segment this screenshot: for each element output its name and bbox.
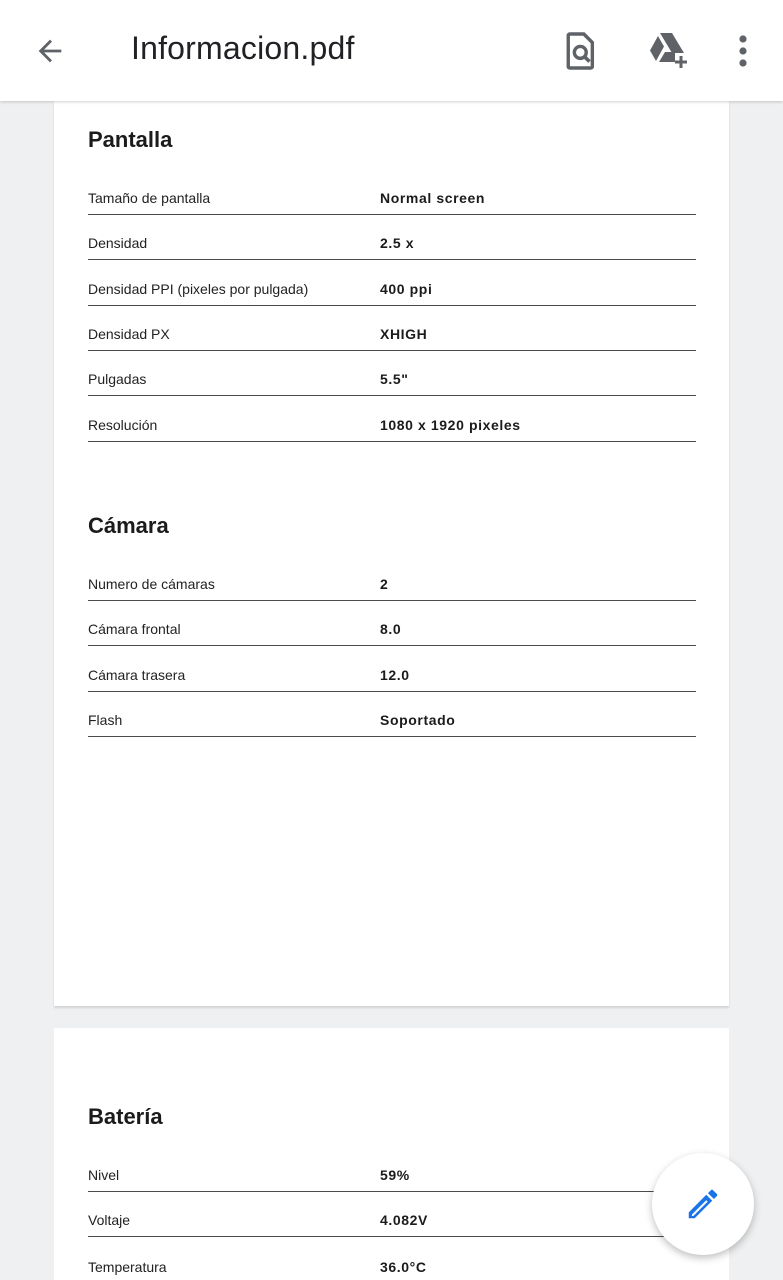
row-label: Resolución bbox=[88, 417, 158, 433]
table-row bbox=[88, 261, 696, 306]
app-bar bbox=[0, 0, 783, 101]
add-to-drive-button[interactable] bbox=[640, 26, 696, 76]
row-value: Normal screen bbox=[380, 190, 486, 206]
back-button[interactable] bbox=[22, 26, 78, 76]
more-options-button[interactable] bbox=[726, 26, 760, 76]
table-row bbox=[88, 306, 696, 351]
table-row bbox=[88, 647, 696, 692]
section-title-camara: Cámara bbox=[88, 513, 169, 538]
row-value: 400 ppi bbox=[380, 281, 433, 297]
section-title-bateria: Batería bbox=[88, 1104, 163, 1129]
table-row bbox=[88, 1192, 696, 1237]
find-in-document-icon bbox=[564, 31, 598, 71]
row-label: Numero de cámaras bbox=[88, 576, 215, 592]
row-value: XHIGH bbox=[380, 326, 428, 342]
pdf-page-2 bbox=[54, 1028, 729, 1280]
row-value: 2 bbox=[380, 576, 389, 592]
table-row bbox=[88, 601, 696, 646]
row-label: Pulgadas bbox=[88, 371, 147, 387]
table-row bbox=[88, 692, 696, 737]
row-label: Temperatura bbox=[88, 1259, 167, 1275]
table-row bbox=[88, 351, 696, 396]
row-label: Tamaño de pantalla bbox=[88, 190, 211, 206]
document-title: Informacion.pdf bbox=[131, 30, 355, 66]
row-label: Voltaje bbox=[88, 1212, 131, 1228]
table-row bbox=[88, 1238, 696, 1280]
table-row bbox=[88, 1147, 696, 1192]
table-row bbox=[88, 397, 696, 442]
pdf-page-1 bbox=[54, 101, 729, 1006]
edit-button[interactable] bbox=[652, 1153, 754, 1255]
add-to-drive-icon bbox=[646, 31, 690, 71]
row-value: 4.082V bbox=[380, 1212, 428, 1228]
row-label: Nivel bbox=[88, 1167, 120, 1183]
table-row bbox=[88, 215, 696, 260]
row-label: Cámara trasera bbox=[88, 667, 186, 683]
row-label: Cámara frontal bbox=[88, 621, 181, 637]
row-value: 5.5" bbox=[380, 371, 409, 387]
row-label: Densidad PPI (pixeles por pulgada) bbox=[88, 281, 309, 297]
table-row bbox=[88, 556, 696, 601]
more-vert-icon bbox=[737, 34, 749, 68]
row-value: 59% bbox=[380, 1167, 410, 1183]
row-label: Densidad bbox=[88, 235, 148, 251]
arrow-back-icon bbox=[33, 34, 67, 68]
row-value: 1080 x 1920 pixeles bbox=[380, 417, 521, 433]
row-value: 12.0 bbox=[380, 667, 410, 683]
row-value: 2.5 x bbox=[380, 235, 415, 251]
edit-pencil-icon bbox=[684, 1185, 722, 1223]
section-title-pantalla: Pantalla bbox=[88, 127, 173, 152]
row-value: Soportado bbox=[380, 712, 456, 728]
row-value: 8.0 bbox=[380, 621, 402, 637]
row-value: 36.0°C bbox=[380, 1259, 427, 1275]
table-row bbox=[88, 170, 696, 215]
find-in-document-button[interactable] bbox=[556, 26, 606, 76]
row-label: Flash bbox=[88, 712, 123, 728]
row-label: Densidad PX bbox=[88, 326, 170, 342]
